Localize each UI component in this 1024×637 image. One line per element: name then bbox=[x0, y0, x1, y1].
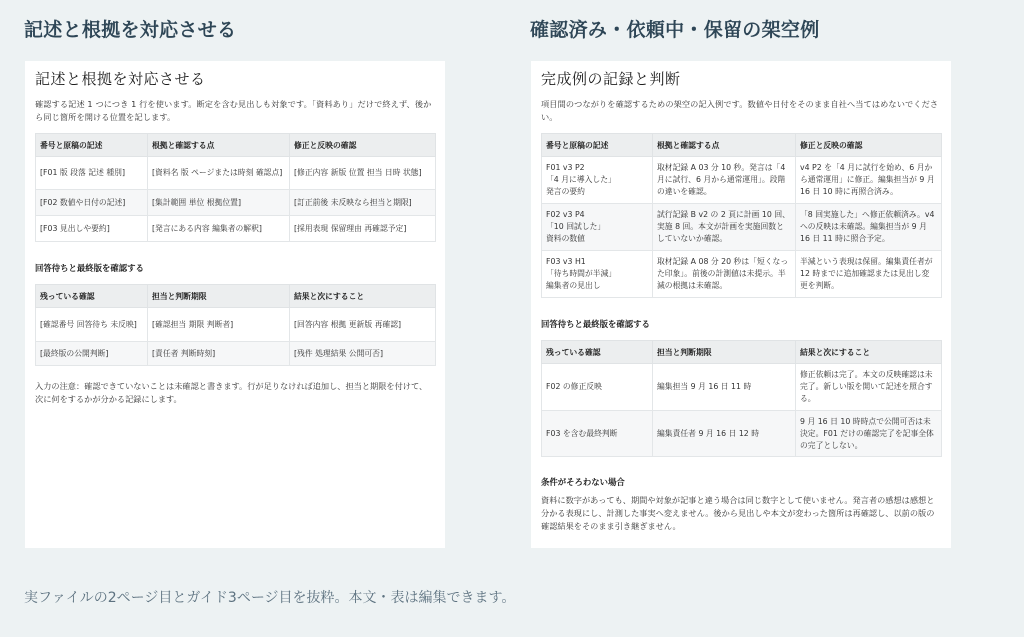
table-cell[interactable]: [発言にある内容 編集者の解釈] bbox=[148, 216, 290, 242]
table-row bbox=[36, 216, 436, 242]
table-cell[interactable] bbox=[542, 204, 653, 251]
column-header: 修正と反映の確認 bbox=[796, 134, 942, 157]
column-header: 残っている確認 bbox=[36, 285, 148, 308]
table-cell[interactable]: F02 の修正反映 bbox=[542, 364, 653, 411]
table-row bbox=[36, 308, 436, 342]
table-cell[interactable]: 取材記録 A 08 分 20 秒は「短くなった印象」。前後の計測値は未提示。半減の根拠は未確認。 bbox=[653, 251, 796, 298]
table-cell[interactable] bbox=[542, 251, 653, 298]
footer-caption: 実ファイルの2ページ目とガイド3ページ目を抜粋。本文・表は編集できます。 bbox=[24, 590, 516, 606]
pending-subheading: 回答待ちと最終版を確認する bbox=[35, 263, 144, 273]
table-cell[interactable]: F03 を含む最終判断 bbox=[542, 411, 653, 457]
table-cell[interactable]: 取材記録 A 03 分 10 秒。発言は「4 月に試行、6 月から通常運用」。段階の違いを確認。 bbox=[653, 157, 796, 204]
table-cell[interactable]: [採用表現 保留理由 再確認予定] bbox=[290, 216, 436, 242]
item-type: 資料の数値 bbox=[546, 234, 585, 243]
table-cell[interactable]: 9 月 16 日 10 時時点で公開可否は未決定。F01 だけの確認完了を記事全体の完了としない。 bbox=[796, 411, 942, 457]
table-cell[interactable]: [資料名 版 ページまたは時刻 確認点] bbox=[148, 157, 290, 190]
item-quote: 「4 月に導入した」 bbox=[546, 175, 616, 184]
table-cell[interactable]: [訂正前後 未反映なら担当と期限] bbox=[290, 190, 436, 216]
pending-table bbox=[35, 284, 436, 366]
table-cell[interactable]: [最終版の公開判断] bbox=[36, 342, 148, 366]
intro-text[interactable]: 項目間のつながりを確認するための架空の記入例です。数値や日付をそのまま自社へ当てはめないでください。 bbox=[541, 99, 939, 122]
table-row bbox=[542, 411, 942, 457]
table-cell[interactable]: [F02 数値や日付の記述] bbox=[36, 190, 148, 216]
example-pending-table bbox=[541, 340, 942, 457]
example-page-card bbox=[531, 61, 951, 548]
table-cell[interactable]: [回答内容 根拠 更新版 再確認] bbox=[290, 308, 436, 342]
column-header: 結果と次にすること bbox=[796, 341, 942, 364]
conditions-subheading: 条件がそろわない場合 bbox=[541, 477, 625, 487]
template-page-card bbox=[25, 61, 445, 548]
table-row bbox=[36, 190, 436, 216]
table-cell[interactable]: 試行記録 B v2 の 2 頁に計画 10 回、実施 8 回。本文が計画を実施回数としていないか確認。 bbox=[653, 204, 796, 251]
column-header: 根拠と確認する点 bbox=[653, 134, 796, 157]
table-cell[interactable]: v4 P2 を「4 月に試行を始め、6 月から通常運用」に修正。編集担当が 9 月 16 日 10 時に再照合済み。 bbox=[796, 157, 942, 204]
table-cell[interactable]: 修正依頼は完了。本文の反映確認は未完了。新しい版を開いて記述を照合する。 bbox=[796, 364, 942, 411]
table-row bbox=[542, 251, 942, 298]
column-header: 修正と反映の確認 bbox=[290, 134, 436, 157]
table-cell[interactable]: 「8 回実施した」へ修正依頼済み。v4 への反映は未確認。編集担当が 9 月 16 日 11 時に照合予定。 bbox=[796, 204, 942, 251]
intro-text[interactable]: 確認する記述 1 つにつき 1 行を使います。断定を含む見出しも対象です。「資料あり」だけで終えず、後から同じ箇所を開ける位置を記します。 bbox=[35, 99, 432, 122]
table-row bbox=[542, 364, 942, 411]
table-cell[interactable]: 半減という表現は保留。編集責任者が 12 時までに追加確認または見出し変更を判断。 bbox=[796, 251, 942, 298]
table-cell[interactable]: [残件 処理結果 公開可否] bbox=[290, 342, 436, 366]
table-row bbox=[542, 157, 942, 204]
item-id: F03 v3 H1 bbox=[546, 257, 586, 266]
evidence-table bbox=[35, 133, 436, 242]
table-row bbox=[36, 342, 436, 366]
table-cell[interactable]: [責任者 判断時刻] bbox=[148, 342, 290, 366]
conditions-note[interactable]: 資料に数字があっても、期間や対象が記事と違う場合は同じ数字として使いません。発言者の感想は感想と分かる表現にし、計測した事実へ変えません。後から見出しや本文が変わった箇所は再確認し、以前の版の確認結果をそのまま引き継ぎません。 bbox=[541, 495, 935, 531]
left-section-heading: 記述と根拠を対応させる bbox=[24, 19, 237, 41]
column-header: 担当と判断期限 bbox=[148, 285, 290, 308]
table-cell[interactable]: [F01 版 段落 記述 種別] bbox=[36, 157, 148, 190]
column-header: 担当と判断期限 bbox=[653, 341, 796, 364]
item-quote: 「待ち時間が半減」 bbox=[546, 269, 617, 278]
item-type: 発言の要約 bbox=[546, 187, 585, 196]
table-cell[interactable]: [確認番号 回答待ち 未反映] bbox=[36, 308, 148, 342]
table-row bbox=[542, 204, 942, 251]
column-header: 番号と原稿の記述 bbox=[36, 134, 148, 157]
item-id: F01 v3 P2 bbox=[546, 163, 585, 172]
table-cell[interactable]: [F03 見出しや要約] bbox=[36, 216, 148, 242]
table-row bbox=[36, 157, 436, 190]
table-cell[interactable]: [修正内容 新版 位置 担当 日時 状態] bbox=[290, 157, 436, 190]
right-section-heading: 確認済み・依頼中・保留の架空例 bbox=[530, 19, 820, 41]
table-cell[interactable] bbox=[542, 157, 653, 204]
column-header: 結果と次にすること bbox=[290, 285, 436, 308]
card-title: 記述と根拠を対応させる bbox=[35, 70, 206, 88]
card-title: 完成例の記録と判断 bbox=[541, 70, 681, 88]
table-cell[interactable]: 編集責任者 9 月 16 日 12 時 bbox=[653, 411, 796, 457]
column-header: 番号と原稿の記述 bbox=[542, 134, 653, 157]
item-quote: 「10 回試した」 bbox=[546, 222, 606, 231]
table-cell[interactable]: 編集担当 9 月 16 日 11 時 bbox=[653, 364, 796, 411]
table-cell[interactable]: [集計範囲 単位 根拠位置] bbox=[148, 190, 290, 216]
column-header: 残っている確認 bbox=[542, 341, 653, 364]
item-type: 編集者の見出し bbox=[546, 281, 601, 290]
pending-subheading: 回答待ちと最終版を確認する bbox=[541, 319, 650, 329]
table-cell[interactable]: [確認担当 期限 判断者] bbox=[148, 308, 290, 342]
example-evidence-table bbox=[541, 133, 942, 298]
item-id: F02 v3 P4 bbox=[546, 210, 585, 219]
input-note[interactable]: 入力の注意：確認できていないことは未確認と書きます。行が足りなければ追加し、担当と期限を付けて、次に何をするかが分かる記録にします。 bbox=[35, 381, 428, 404]
column-header: 根拠と確認する点 bbox=[148, 134, 290, 157]
